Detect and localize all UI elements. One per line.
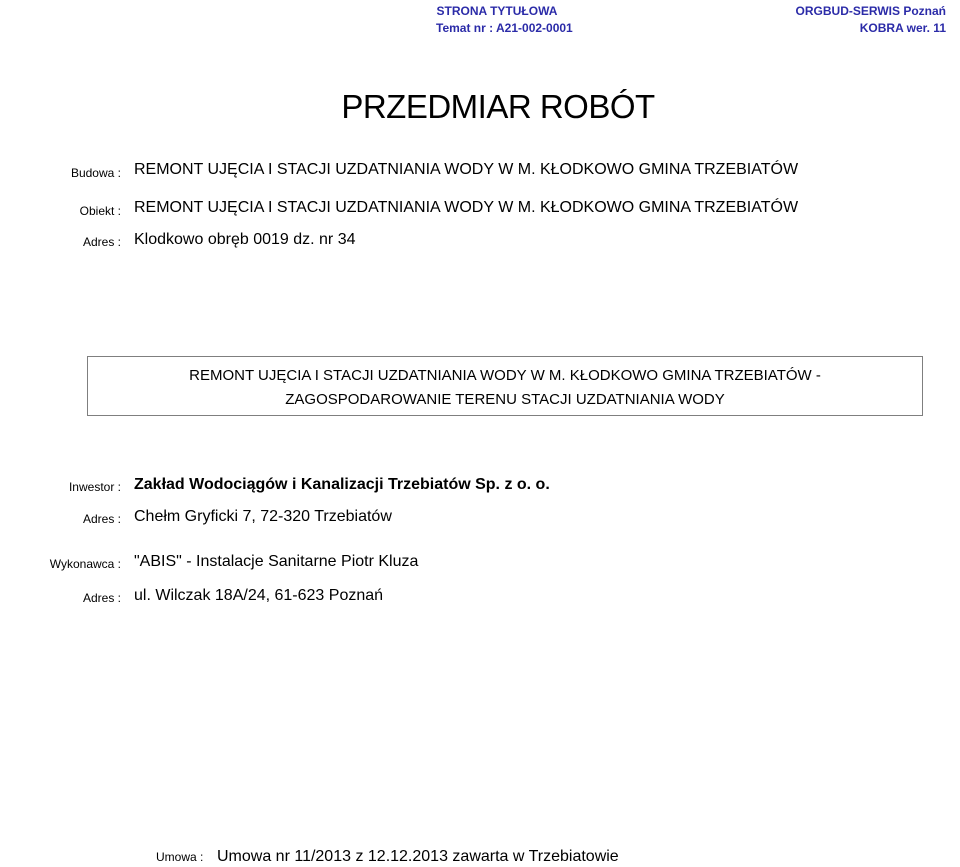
inwestor-adres-value: Chełm Gryficki 7, 72-320 Trzebiatów: [134, 508, 392, 525]
umowa-value: Umowa nr 11/2013 z 12.12.2013 zawarta w Trzebiatowie: [217, 848, 619, 865]
project-description-line1: REMONT UJĘCIA I STACJI UZDATNIANIA WODY W M. KŁODKOWO GMINA TRZEBIATÓW -: [189, 367, 821, 384]
wykonawca-adres-label: Adres :: [82, 591, 121, 605]
umowa-label: Umowa :: [156, 850, 204, 864]
budowa-value: REMONT UJĘCIA I STACJI UZDATNIANIA WODY W M. KŁODKOWO GMINA TRZEBIATÓW: [134, 161, 799, 178]
inwestor-adres-label: Adres :: [82, 512, 121, 526]
header-software-version: KOBRA wer. 11: [859, 21, 946, 35]
inwestor-value: Zakład Wodociągów i Kanalizacji Trzebiatów Sp. z o. o.: [134, 476, 550, 493]
wykonawca-value: "ABIS" - Instalacje Sanitarne Piotr Kluza: [134, 553, 419, 570]
header-topic-number: Temat nr : A21-002-0001: [436, 21, 573, 35]
project-description-box: [87, 356, 923, 416]
budowa-label: Budowa :: [70, 166, 121, 180]
document-title: PRZEDMIAR ROBÓT: [341, 88, 655, 125]
inwestor-label: Inwestor :: [68, 480, 121, 494]
header-company: ORGBUD-SERWIS Poznań: [795, 4, 946, 18]
obiekt-value: REMONT UJĘCIA I STACJI UZDATNIANIA WODY W M. KŁODKOWO GMINA TRZEBIATÓW: [134, 199, 799, 216]
wykonawca-label: Wykonawca :: [49, 557, 121, 571]
adres-label: Adres :: [82, 235, 121, 249]
header-page-type: STRONA TYTUŁOWA: [436, 4, 558, 18]
obiekt-label: Obiekt :: [79, 204, 121, 218]
wykonawca-adres-value: ul. Wilczak 18A/24, 61-623 Poznań: [134, 587, 384, 604]
project-description-line2: ZAGOSPODAROWANIE TERENU STACJI UZDATNIANIA WODY: [285, 391, 725, 408]
adres-value: Klodkowo obręb 0019 dz. nr 34: [134, 231, 356, 248]
